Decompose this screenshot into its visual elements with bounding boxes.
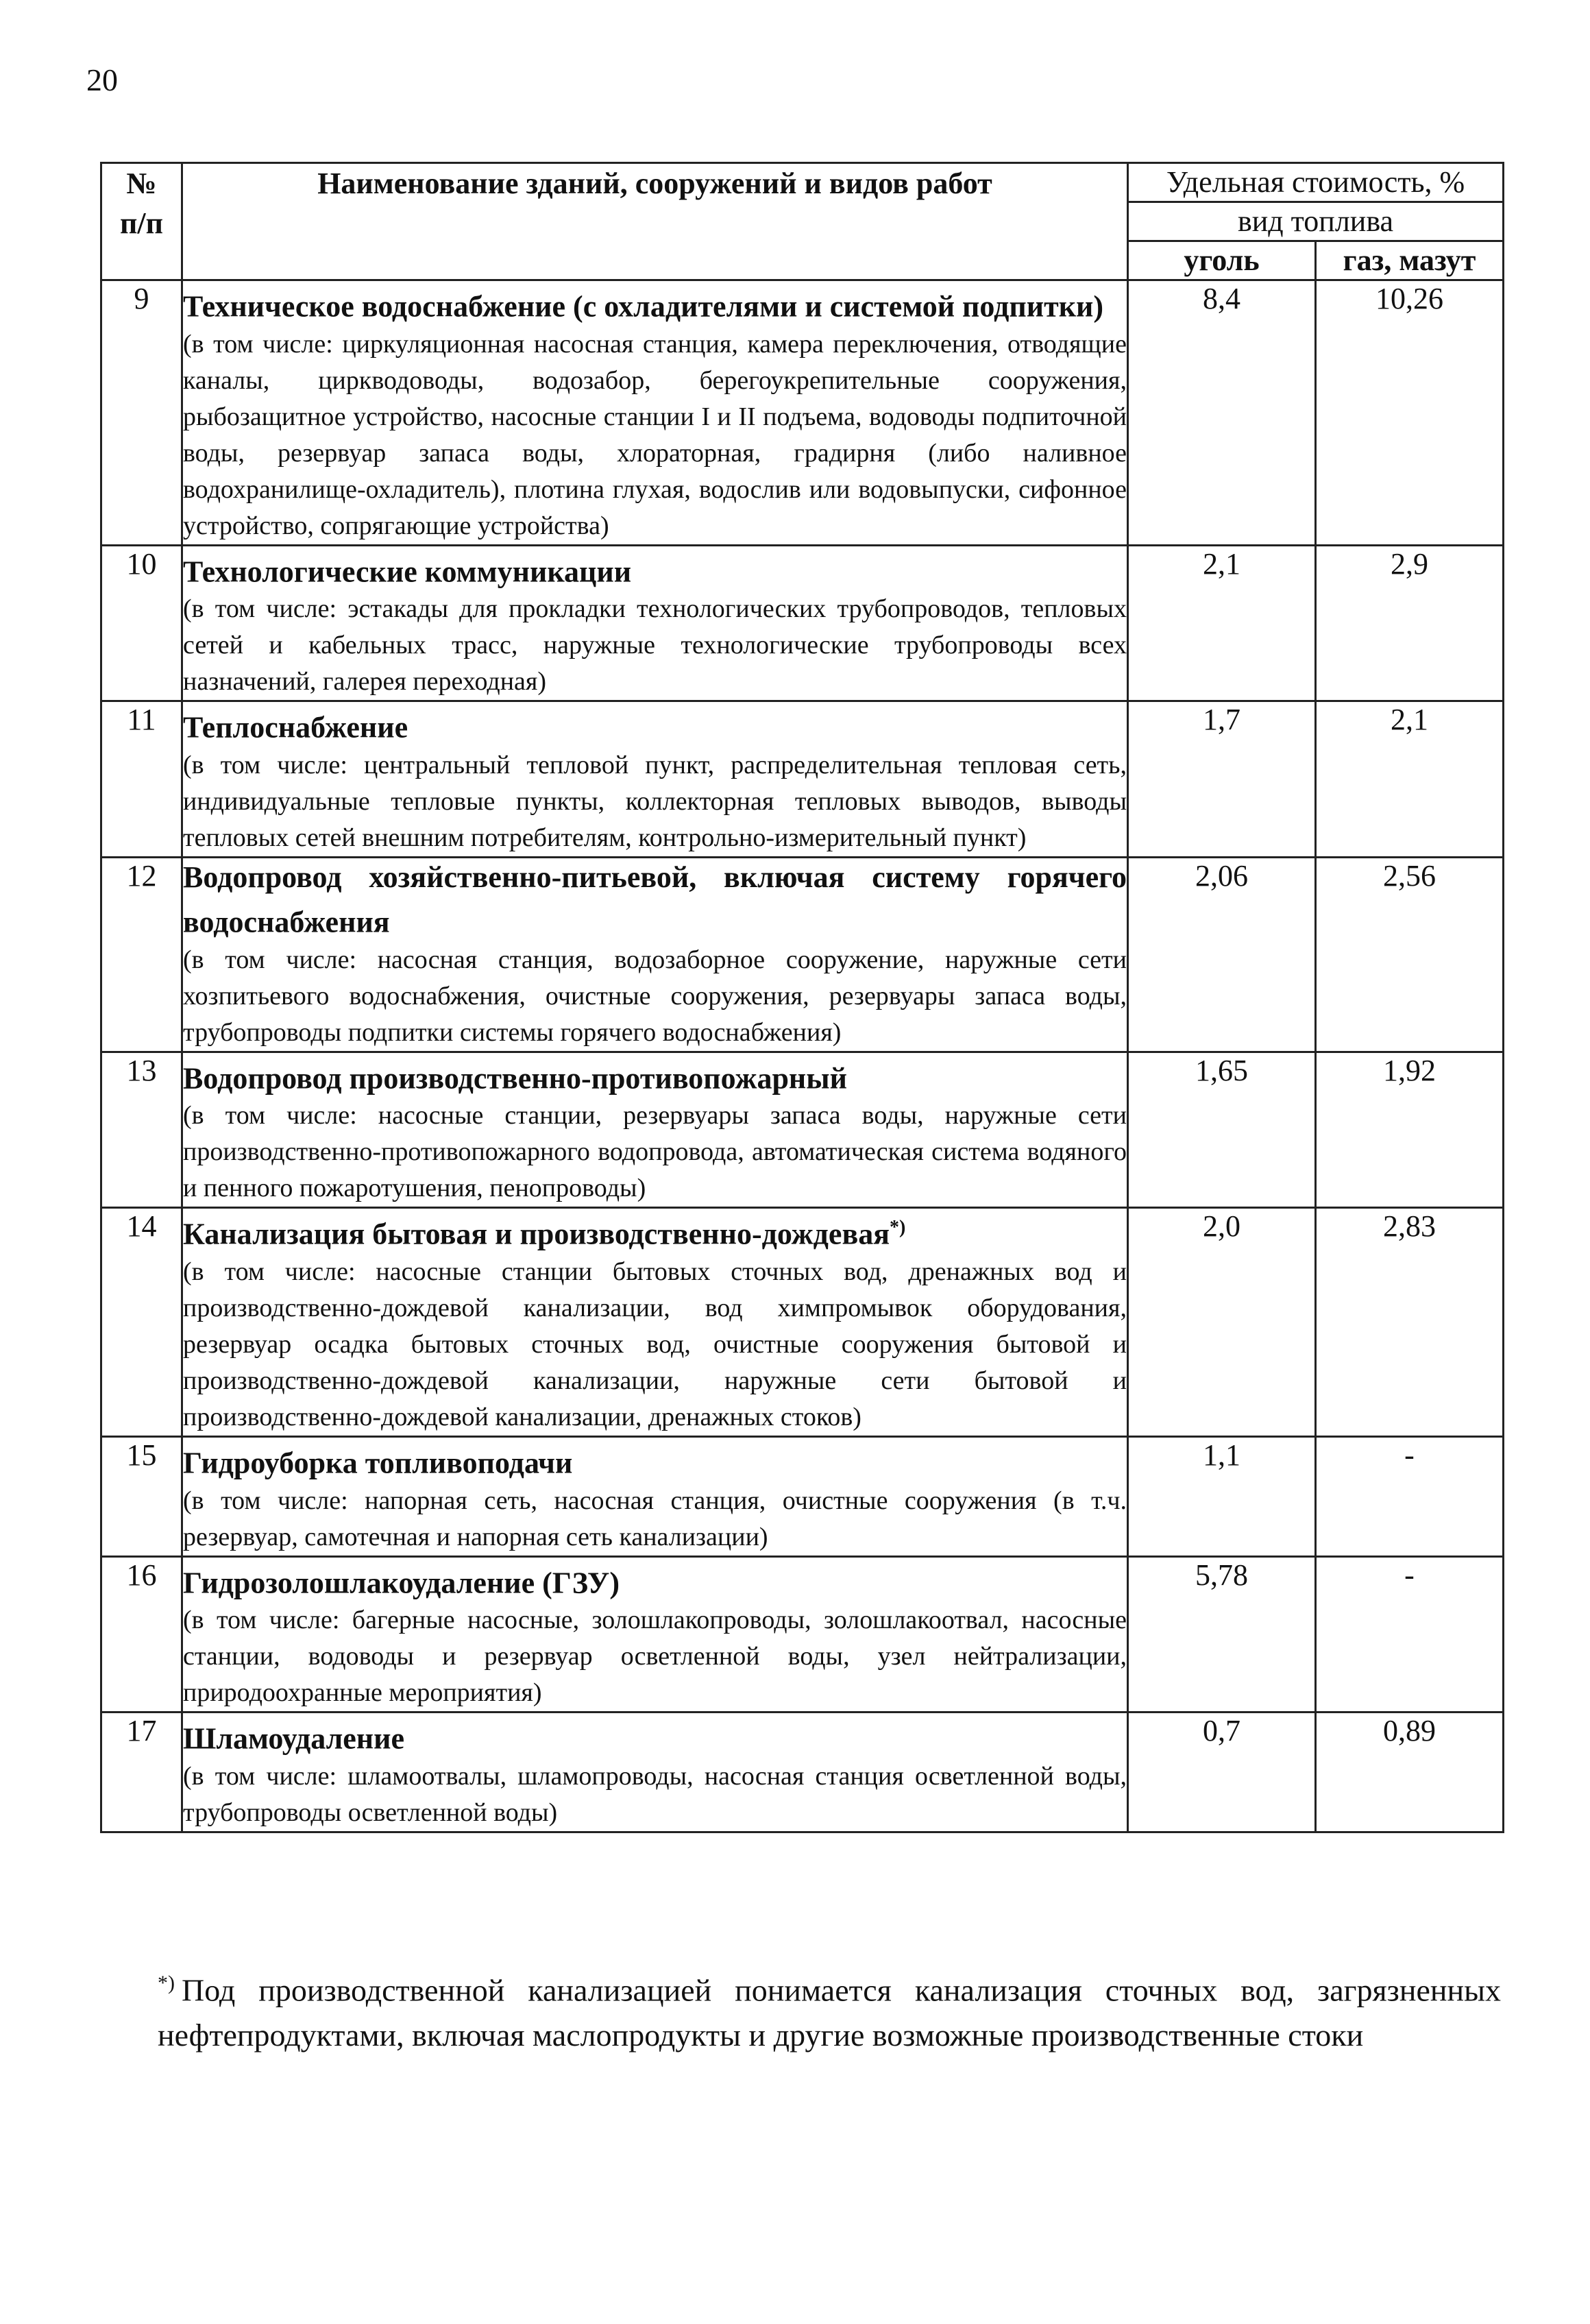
row-gas-value: 1,92 [1316,1052,1504,1208]
row-number: 14 [101,1208,182,1437]
row-description: (в том числе: шламоотвалы, шламопроводы, насосная станция осветленной воды, трубопроводы осветленной воды) [183,1761,1127,1827]
row-coal-value: 2,0 [1128,1208,1316,1437]
row-name-cell [182,857,1128,1052]
row-coal-value: 2,1 [1128,545,1316,701]
header-coal: уголь [1128,241,1316,280]
row-name-cell [182,1208,1128,1437]
row-description: (в том числе: эстакады для прокладки технологических трубопроводов, тепловых сетей и кабельных трасс, наружные технологические трубопроводы всех назначений, галерея переходная) [183,594,1127,697]
footnote [158,1961,1501,2058]
row-gas-value: - [1316,1556,1504,1712]
row-coal-value: 1,65 [1128,1052,1316,1208]
row-gas-value: 2,1 [1316,701,1504,858]
row-description: (в том числе: напорная сеть, насосная станция, очистные сооружения (в т.ч. резервуар, самотечная и напорная сеть канализации) [183,1486,1127,1551]
row-title: Канализация бытовая и производственно-дождевая [183,1217,890,1251]
row-title-line [183,546,1127,592]
row-title-line [183,702,1127,747]
row-title: Технологические коммуникации [183,555,632,589]
row-name-cell [182,1712,1128,1832]
header-fuel-type: вид топлива [1128,202,1504,241]
table-row [101,701,1504,858]
row-name-cell [182,701,1128,858]
table-row [101,1052,1504,1208]
row-number: 17 [101,1712,182,1832]
row-title: Гидроуборка топливоподачи [183,1446,573,1480]
row-title: Техническое водоснабжение (с охладителями и системой подпитки) [183,289,1104,324]
row-gas-value: 0,89 [1316,1712,1504,1832]
footnote-mark: *) [158,1972,175,1994]
row-title: Водопровод производственно-противопожарный [183,1061,847,1096]
header-gas-oil: газ, мазут [1316,241,1504,280]
table-row [101,1436,1504,1556]
row-gas-value: - [1316,1436,1504,1556]
row-description: (в том числе: насосные станции, резервуары запаса воды, наружные сети производственно-противопожарного водопровода, автоматическая система водяного и пенного пожаротушения, пенопроводы) [183,1101,1127,1203]
row-description: (в том числе: багерные насосные, золошлакопроводы, золошлакоотвал, насосные станции, водоводы и резервуар осветленной воды, узел нейтрализации, природоохранные мероприятия) [183,1606,1127,1708]
row-coal-value: 8,4 [1128,280,1316,546]
row-name-cell [182,1052,1128,1208]
row-gas-value: 2,9 [1316,545,1504,701]
row-number: 10 [101,545,182,701]
table-row [101,1208,1504,1437]
row-name-cell [182,1436,1128,1556]
row-title-line [183,1558,1127,1603]
row-title-line [183,1053,1127,1098]
table-row [101,1712,1504,1832]
row-footnote-mark: *) [890,1217,906,1239]
header-number-line1: № [126,167,157,200]
row-description: (в том числе: центральный тепловой пункт, распределительная тепловая сеть, индивидуальные тепловые пункты, коллекторная тепловых выводов, выводы тепловых сетей внешним потребителям, контрольно-измерительный пункт) [183,750,1127,852]
row-description: (в том числе: циркуляционная насосная станция, камера переключения, отводящие каналы, циркводоводы, водозабор, берегоукрепительные сооружения, рыбозащитное устройство, насосные станции I и II подъема, водоводы подпиточной воды, резервуар запаса воды, хлораторная, градирня (либо наливное водохранилище-охладитель), плотина глухая, водослив или водовыпуски, сифонное устройство, сопрягающие устройства) [183,329,1127,540]
row-number: 11 [101,701,182,858]
row-coal-value: 5,78 [1128,1556,1316,1712]
table-row [101,1556,1504,1712]
table-row [101,857,1504,1052]
page-number: 20 [86,62,118,97]
table-row [101,545,1504,701]
row-gas-value: 10,26 [1316,280,1504,546]
row-number: 12 [101,857,182,1052]
row-title-line [183,1713,1127,1758]
row-name-cell [182,1556,1128,1712]
row-coal-value: 0,7 [1128,1712,1316,1832]
row-coal-value: 2,06 [1128,857,1316,1052]
row-title-line [183,281,1127,326]
row-title: Теплоснабжение [183,710,408,745]
row-number: 13 [101,1052,182,1208]
header-unit-cost: Удельная стоимость, % [1128,163,1504,202]
row-number: 16 [101,1556,182,1712]
row-description: (в том числе: насосные станции бытовых сточных вод, дренажных вод и производственно-дождевой канализации, вод химпромывок оборудования, резервуар осадка бытовых сточных вод, очистные сооружения бытовой и производственно-дождевой канализации, наружные сети бытовой и производственно-дождевой канализации, дренажных стоков) [183,1257,1127,1431]
row-gas-value: 2,56 [1316,857,1504,1052]
row-coal-value: 1,1 [1128,1436,1316,1556]
row-coal-value: 1,7 [1128,701,1316,858]
header-name: Наименование зданий, сооружений и видов работ [182,163,1128,280]
row-title-line [183,1438,1127,1483]
row-gas-value: 2,83 [1316,1208,1504,1437]
row-title: Водопровод хозяйственно-питьевой, включая систему горячего водоснабжения [183,860,1127,939]
row-title: Шламоудаление [183,1721,405,1756]
row-title-line [183,1209,1127,1254]
row-number: 9 [101,280,182,546]
header-number [101,163,182,280]
table-row [101,280,1504,546]
row-title-line [183,858,1127,942]
footnote-text: Под производственной канализацией понимается канализация сточных вод, загрязненных нефтепродуктами, включая маслопродукты и другие возможные производственные стоки [158,1972,1501,2053]
row-name-cell [182,280,1128,546]
header-number-line2: п/п [120,206,163,240]
cost-table [100,162,1504,1833]
row-number: 15 [101,1436,182,1556]
row-title: Гидрозолошлакоудаление (ГЗУ) [183,1566,620,1600]
row-description: (в том числе: насосная станция, водозаборное сооружение, наружные сети хозпитьевого водоснабжения, очистные сооружения, резервуары запаса воды, трубопроводы подпитки системы горячего водоснабжения) [183,945,1127,1047]
row-name-cell [182,545,1128,701]
